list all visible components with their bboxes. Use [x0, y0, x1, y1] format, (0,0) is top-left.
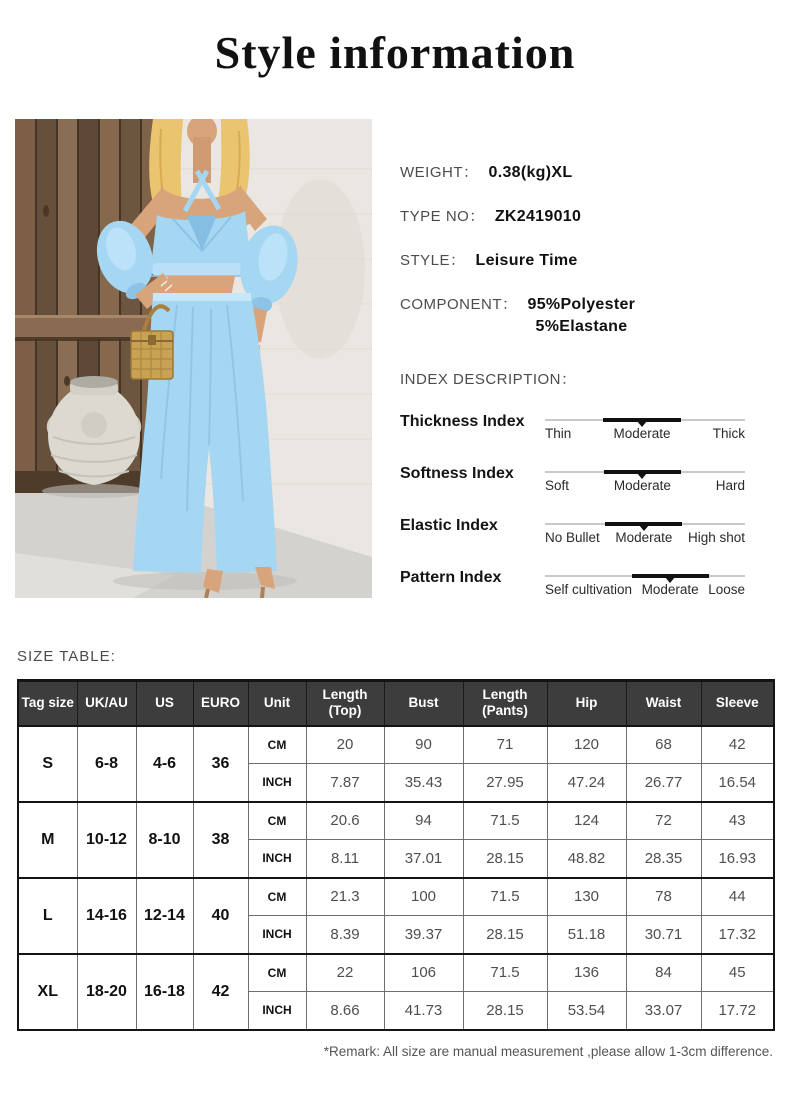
slider-levels — [545, 419, 745, 441]
slider-level-text: Self cultivation — [545, 582, 633, 597]
weight-label: WEIGHT： — [400, 164, 479, 181]
index-row-thickness — [400, 405, 745, 441]
slider-level-text: Loose — [708, 582, 745, 597]
detail-style — [400, 249, 745, 270]
detail-component — [400, 293, 745, 338]
slider-levels — [545, 575, 745, 597]
slider-level-text: Soft — [545, 478, 570, 493]
slider-levels — [545, 471, 745, 493]
cell-value: 16.93 — [701, 840, 774, 878]
slider-level-text: Moderate — [613, 478, 671, 493]
header-uk-au: UK/AU — [77, 681, 136, 726]
type-no-label: TYPE NO： — [400, 208, 485, 225]
component-label: COMPONENT： — [400, 296, 518, 313]
cell-value: 106 — [384, 954, 463, 992]
cell-value: 136 — [547, 954, 626, 992]
index-row-elastic — [400, 509, 745, 545]
component-value-line2: 5%Elastane — [535, 318, 628, 335]
index-row-softness — [400, 457, 745, 493]
slider-level — [716, 478, 745, 493]
slider-level-active — [642, 582, 699, 597]
cell-value: 27.95 — [463, 764, 547, 802]
cell-uk-au: 6-8 — [77, 726, 136, 802]
style-value: Leisure Time — [475, 252, 578, 269]
header-length-top: Length (Top) — [306, 681, 384, 726]
cell-uk-au: 10-12 — [77, 802, 136, 878]
slider-marker-icon — [665, 577, 675, 583]
slider-level — [545, 582, 632, 597]
slider-level-text: Moderate — [641, 582, 699, 597]
cell-unit-cm: CM — [248, 878, 306, 916]
header-tag-size: Tag size — [18, 681, 77, 726]
cell-unit-cm: CM — [248, 726, 306, 764]
slider-level-active — [614, 478, 671, 493]
slider-level-text: Thin — [545, 426, 572, 441]
cell-unit-cm: CM — [248, 802, 306, 840]
cell-value: 22 — [306, 954, 384, 992]
cell-euro: 36 — [193, 726, 248, 802]
cell-value: 20 — [306, 726, 384, 764]
cell-value: 8.11 — [306, 840, 384, 878]
cell-value: 100 — [384, 878, 463, 916]
cell-value: 30.71 — [626, 916, 701, 954]
slider-level-active — [613, 426, 670, 441]
thickness-index-slider — [545, 405, 745, 441]
cell-value: 8.66 — [306, 992, 384, 1030]
cell-value: 94 — [384, 802, 463, 840]
component-value — [528, 294, 636, 338]
pattern-index-label: Pattern Index — [400, 569, 502, 586]
cell-euro: 38 — [193, 802, 248, 878]
cell-value: 124 — [547, 802, 626, 840]
size-table-header-row — [18, 681, 774, 726]
slider-marker-icon — [639, 525, 649, 531]
cell-unit-inch: INCH — [248, 916, 306, 954]
cell-value: 78 — [626, 878, 701, 916]
cell-value: 28.15 — [463, 916, 547, 954]
cell-value: 71.5 — [463, 802, 547, 840]
cell-value: 71 — [463, 726, 547, 764]
slider-level-text: Moderate — [613, 426, 671, 441]
size-table-label: SIZE TABLE: — [17, 648, 116, 665]
cell-value: 130 — [547, 878, 626, 916]
header-bust: Bust — [384, 681, 463, 726]
cell-value: 33.07 — [626, 992, 701, 1030]
cell-unit-cm: CM — [248, 954, 306, 992]
slider-levels — [545, 523, 745, 545]
product-section — [15, 119, 790, 598]
slider-marker-icon — [637, 473, 647, 479]
size-table-remark: *Remark: All size are manual measurement ,please allow 1-3cm difference. — [323, 1043, 773, 1059]
cell-value: 21.3 — [306, 878, 384, 916]
slider-level — [545, 530, 600, 545]
slider-level — [688, 530, 745, 545]
cell-value: 35.43 — [384, 764, 463, 802]
cell-value: 84 — [626, 954, 701, 992]
thickness-index-label: Thickness Index — [400, 413, 525, 430]
cell-us: 12-14 — [136, 878, 193, 954]
elastic-index-slider — [545, 509, 745, 545]
header-hip: Hip — [547, 681, 626, 726]
cell-value: 17.72 — [701, 992, 774, 1030]
index-description-heading: INDEX DESCRIPTION： — [400, 371, 577, 388]
slider-level-text: No Bullet — [545, 530, 600, 545]
component-value-line1: 95%Polyester — [527, 296, 636, 313]
header-euro: EURO — [193, 681, 248, 726]
cell-value: 8.39 — [306, 916, 384, 954]
style-label: STYLE： — [400, 252, 466, 269]
page-title: Style information — [214, 27, 576, 78]
cell-value: 17.32 — [701, 916, 774, 954]
table-row-m-cm — [18, 802, 774, 840]
slider-level — [545, 478, 569, 493]
elastic-index-label: Elastic Index — [400, 517, 498, 534]
product-details — [372, 119, 790, 598]
slider-level-text: Hard — [715, 478, 745, 493]
header-sleeve: Sleeve — [701, 681, 774, 726]
cell-value: 26.77 — [626, 764, 701, 802]
table-row-l-cm — [18, 878, 774, 916]
header-length-pants: Length (Pants) — [463, 681, 547, 726]
cell-uk-au: 18-20 — [77, 954, 136, 1030]
product-photo — [15, 119, 372, 598]
cell-value: 71.5 — [463, 954, 547, 992]
cell-value: 53.54 — [547, 992, 626, 1030]
cell-value: 16.54 — [701, 764, 774, 802]
cell-euro: 42 — [193, 954, 248, 1030]
slider-level — [708, 582, 745, 597]
cell-tag: L — [18, 878, 77, 954]
cell-us: 8-10 — [136, 802, 193, 878]
softness-index-label: Softness Index — [400, 465, 514, 482]
detail-type-no — [400, 205, 745, 226]
type-no-value: ZK2419010 — [494, 208, 582, 225]
cell-tag: S — [18, 726, 77, 802]
slider-level-text: High shot — [687, 530, 745, 545]
size-table-section — [17, 648, 773, 1059]
cell-tag: M — [18, 802, 77, 878]
slider-level-text: Moderate — [615, 530, 673, 545]
cell-value: 44 — [701, 878, 774, 916]
cell-euro: 40 — [193, 878, 248, 954]
cell-value: 20.6 — [306, 802, 384, 840]
index-row-pattern — [400, 561, 745, 597]
slider-level-text: Thick — [712, 426, 745, 441]
cell-value: 42 — [701, 726, 774, 764]
table-row-xl-cm — [18, 954, 774, 992]
cell-value: 51.18 — [547, 916, 626, 954]
cell-value: 7.87 — [306, 764, 384, 802]
cell-value: 47.24 — [547, 764, 626, 802]
cell-value: 72 — [626, 802, 701, 840]
cell-value: 90 — [384, 726, 463, 764]
cell-unit-inch: INCH — [248, 840, 306, 878]
cell-uk-au: 14-16 — [77, 878, 136, 954]
cell-unit-inch: INCH — [248, 992, 306, 1030]
header-us: US — [136, 681, 193, 726]
cell-value: 28.15 — [463, 840, 547, 878]
cell-us: 4-6 — [136, 726, 193, 802]
cell-value: 41.73 — [384, 992, 463, 1030]
slider-level — [545, 426, 571, 441]
cell-value: 28.15 — [463, 992, 547, 1030]
slider-level-active — [615, 530, 672, 545]
header-unit: Unit — [248, 681, 306, 726]
detail-weight — [400, 161, 745, 182]
cell-value: 45 — [701, 954, 774, 992]
cell-value: 28.35 — [626, 840, 701, 878]
cell-value: 120 — [547, 726, 626, 764]
cell-value: 43 — [701, 802, 774, 840]
size-table — [17, 679, 775, 1031]
cell-unit-inch: INCH — [248, 764, 306, 802]
header-waist: Waist — [626, 681, 701, 726]
product-photo-illustration — [15, 119, 372, 598]
cell-tag: XL — [18, 954, 77, 1030]
cell-value: 48.82 — [547, 840, 626, 878]
softness-index-slider — [545, 457, 745, 493]
cell-value: 39.37 — [384, 916, 463, 954]
cell-value: 68 — [626, 726, 701, 764]
table-row-s-cm — [18, 726, 774, 764]
slider-marker-icon — [637, 421, 647, 427]
slider-level — [713, 426, 745, 441]
pattern-index-slider — [545, 561, 745, 597]
cell-value: 37.01 — [384, 840, 463, 878]
cell-us: 16-18 — [136, 954, 193, 1030]
cell-value: 71.5 — [463, 878, 547, 916]
weight-value: 0.38(kg)XL — [488, 164, 573, 181]
